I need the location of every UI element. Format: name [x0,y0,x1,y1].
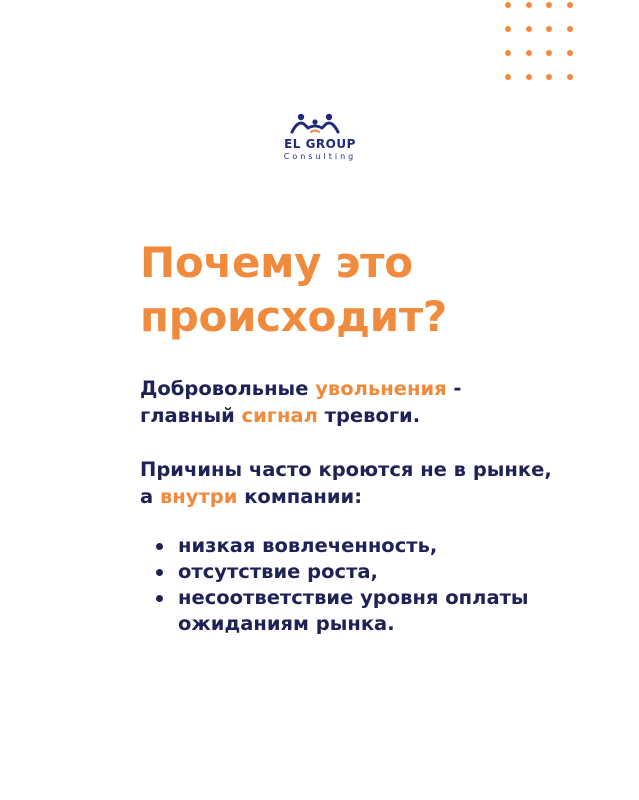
list-item-text: отсутствие роста, [178,560,378,583]
dot [546,26,552,32]
dot [546,74,552,80]
paragraph1-line1-post: - [446,377,462,400]
logo-subtitle: Consulting [283,152,357,161]
paragraph2-line2-accent: внутри [159,485,238,508]
list-item [150,559,630,585]
dot [505,74,511,80]
paragraph2-line2-pre: а [140,485,160,508]
bullet-icon [156,595,163,602]
paragraph2-line1: Причины часто кроются не в рынке, [140,458,552,481]
dot [526,74,532,80]
paragraph1-line2-post: тревоги. [317,404,421,427]
list-item-text: несоответствие уровня оплаты ожиданиям рынка. [178,586,529,635]
paragraph2-line2-post: компании: [237,485,362,508]
reasons-list [150,533,630,637]
company-logo [268,112,372,166]
dot [567,74,573,80]
dot [567,50,573,56]
dot [567,2,573,8]
list-item-text: низкая вовлеченность, [178,534,438,557]
bullet-icon [156,569,163,576]
paragraph1-line1-accent: увольнения [315,377,447,400]
dot [505,26,511,32]
bullet-icon [156,543,163,550]
paragraph-resignations [140,375,620,429]
dot [567,26,573,32]
page-title-line2: происходит? [140,292,447,341]
logo-title: EL GROUP [284,137,356,151]
paragraph1-line2-accent: сигнал [241,404,318,427]
paragraph1-line1-pre: Добровольные [140,377,316,400]
paragraph1-line2-pre: главный [140,404,242,427]
dot [546,50,552,56]
dot [526,2,532,8]
list-item [150,533,630,559]
decorative-dot-grid [505,2,581,84]
dot [526,26,532,32]
dot [505,2,511,8]
dot [526,50,532,56]
list-item [150,585,630,637]
people-figures-logo-icon [290,112,340,136]
page-title-line1: Почему это [140,238,413,287]
page-title [140,236,620,344]
dot [505,50,511,56]
dot [546,2,552,8]
paragraph-reasons [140,456,620,510]
